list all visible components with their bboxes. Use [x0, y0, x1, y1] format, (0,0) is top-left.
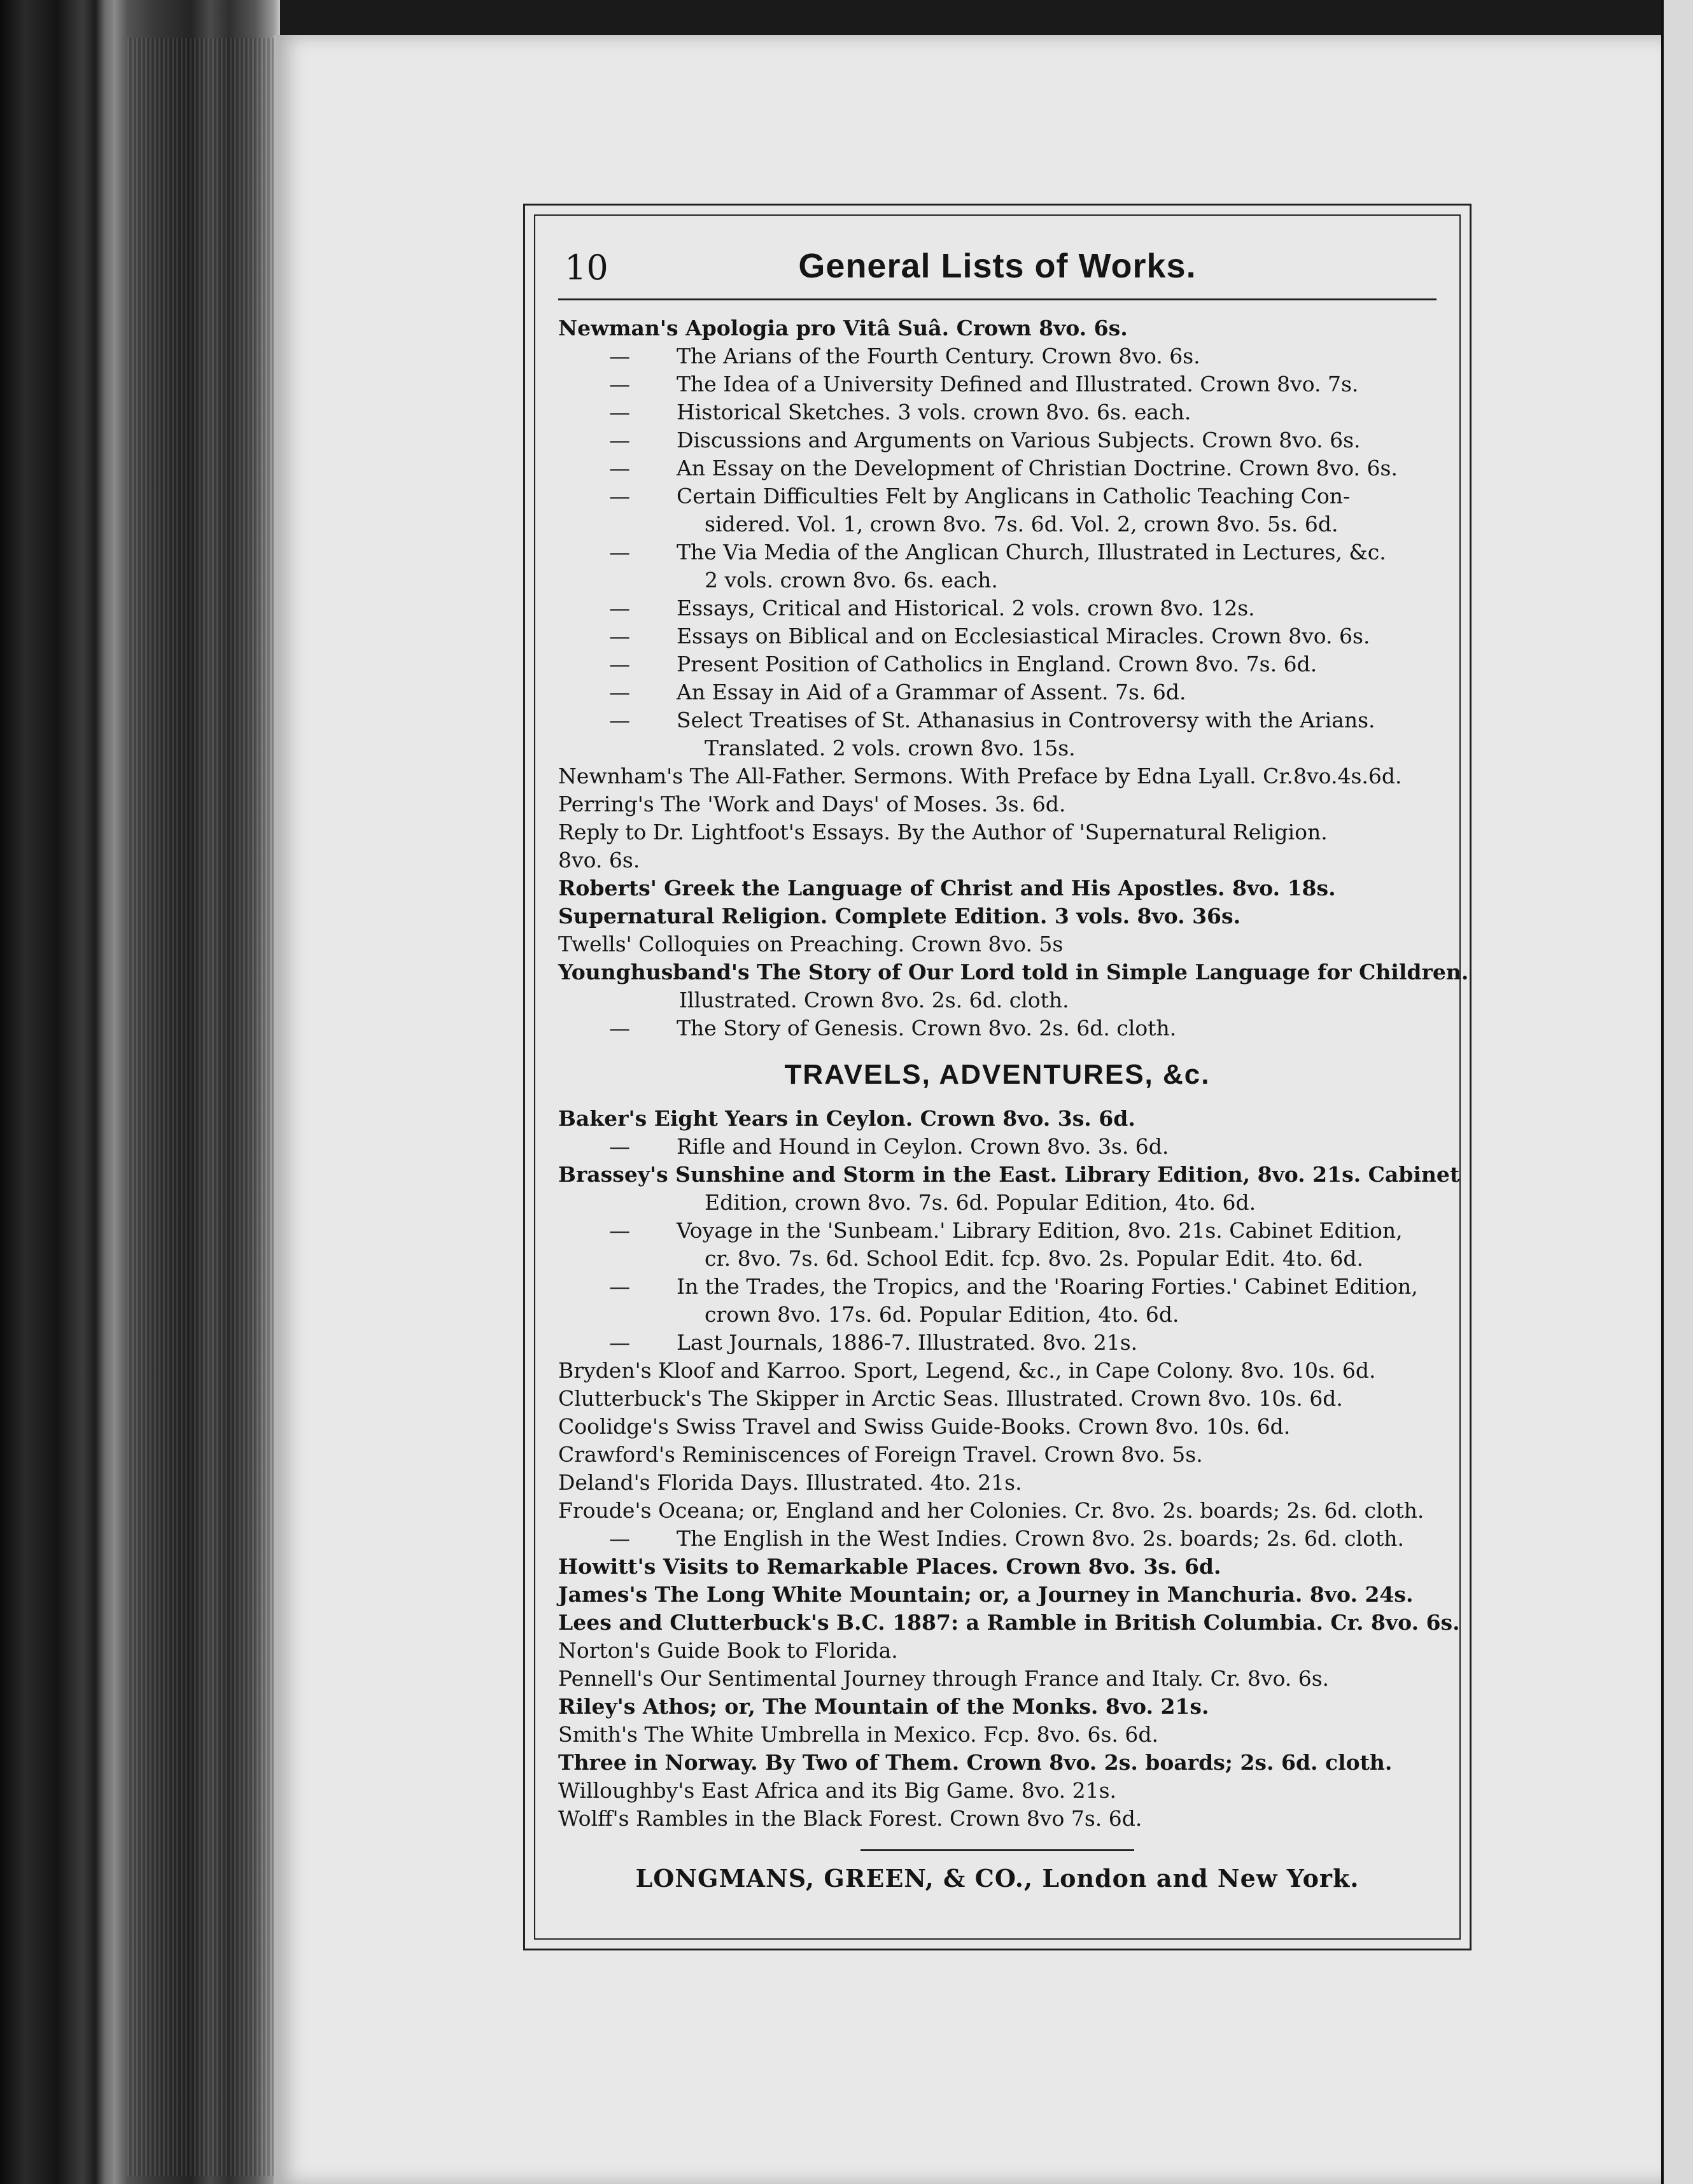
catalog-entry-text: The Arians of the Fourth Century. Crown 8vo. 6s.: [677, 344, 1200, 368]
catalog-entry-text: Lees and Clutterbuck's B.C. 1887: a Ramble in British Columbia. Cr. 8vo. 6s.: [558, 1610, 1460, 1635]
catalog-entry-text: Discussions and Arguments on Various Subjects. Crown 8vo. 6s.: [677, 428, 1361, 452]
catalog-entry-text: Reply to Dr. Lightfoot's Essays. By the Author of 'Supernatural Religion.: [558, 820, 1328, 844]
catalog-entry-text: Roberts' Greek the Language of Christ and His Apostles. 8vo. 18s.: [558, 876, 1336, 900]
catalog-frame: [523, 204, 1472, 1950]
catalog-entry: [558, 1665, 1437, 1693]
catalog-entry-text: Supernatural Religion. Complete Edition. 3 vols. 8vo. 36s.: [558, 904, 1241, 928]
page-title: General Lists of Works.: [798, 247, 1197, 285]
catalog-entry: [558, 1581, 1437, 1609]
catalog-entry: [558, 1721, 1437, 1749]
ditto-dash: [609, 1273, 647, 1301]
facing-page-edge: [1661, 0, 1693, 2184]
catalog-entry: [558, 482, 1437, 510]
ditto-dash: [609, 650, 647, 678]
catalog-entry: [558, 1189, 1437, 1217]
ditto-dash: [609, 1525, 647, 1553]
catalog-entry: [558, 1245, 1437, 1273]
ditto-dash: [609, 538, 647, 566]
publisher-footer: LONGMANS, GREEN, & CO., London and New York.: [635, 1864, 1359, 1893]
catalog-entry-text: Crawford's Reminiscences of Foreign Travel. Crown 8vo. 5s.: [558, 1442, 1203, 1467]
section-heading-travels: TRAVELS, ADVENTURES, &c.: [784, 1059, 1211, 1090]
catalog-entry-text: In the Trades, the Tropics, and the 'Roaring Forties.' Cabinet Edition,: [677, 1274, 1418, 1299]
catalog-entry: [558, 874, 1437, 902]
catalog-entry: [558, 1749, 1437, 1777]
catalog-entry-text: Edition, crown 8vo. 7s. 6d. Popular Edition, 4to. 6d.: [705, 1190, 1256, 1215]
catalog-entry-text: Three in Norway. By Two of Them. Crown 8vo. 2s. boards; 2s. 6d. cloth.: [558, 1750, 1393, 1775]
catalog-entry-text: Younghusband's The Story of Our Lord told in Simple Language for Children.: [558, 960, 1469, 984]
ditto-dash: [609, 398, 647, 426]
catalog-entry: [558, 1014, 1437, 1042]
catalog-entry-text: crown 8vo. 17s. 6d. Popular Edition, 4to. 6d.: [705, 1302, 1179, 1327]
catalog-entry-text: Baker's Eight Years in Ceylon. Crown 8vo. 3s. 6d.: [558, 1106, 1135, 1131]
catalog-entry: [558, 1637, 1437, 1665]
catalog-entry-text: Bryden's Kloof and Karroo. Sport, Legend, &c., in Cape Colony. 8vo. 10s. 6d.: [558, 1358, 1376, 1383]
catalog-entry: [558, 930, 1437, 958]
catalog-entry-text: Deland's Florida Days. Illustrated. 4to. 21s.: [558, 1470, 1022, 1495]
catalog-entry: [558, 706, 1437, 734]
ditto-dash: [609, 342, 647, 370]
catalog-entry-text: Newman's Apologia pro Vitâ Suâ. Crown 8vo. 6s.: [558, 316, 1128, 340]
catalog-entry: [558, 510, 1437, 538]
catalog-entry: [558, 1497, 1437, 1525]
catalog-entry: [558, 1693, 1437, 1721]
works-list: [558, 314, 1469, 1042]
catalog-entry-text: The Via Media of the Anglican Church, Illustrated in Lectures, &c.: [677, 540, 1386, 564]
catalog-entry: [558, 1777, 1437, 1805]
catalog-entry: [558, 1105, 1437, 1133]
catalog-entry: [558, 1413, 1437, 1441]
catalog-entry: [558, 454, 1437, 482]
catalog-entry-text: Perring's The 'Work and Days' of Moses. 3s. 6d.: [558, 792, 1066, 816]
catalog-entry-text: 8vo. 6s.: [558, 848, 640, 872]
catalog-entry: [558, 370, 1437, 398]
ditto-dash: [609, 1014, 647, 1042]
catalog-entry-text: Riley's Athos; or, The Mountain of the Monks. 8vo. 21s.: [558, 1694, 1209, 1719]
catalog-entry: [558, 1609, 1460, 1637]
catalog-entry-text: Voyage in the 'Sunbeam.' Library Edition, 8vo. 21s. Cabinet Edition,: [677, 1218, 1403, 1243]
catalog-entry-text: Howitt's Visits to Remarkable Places. Crown 8vo. 3s. 6d.: [558, 1554, 1221, 1579]
catalog-entry: [558, 1161, 1460, 1189]
ditto-dash: [609, 482, 647, 510]
catalog-entry: [558, 1301, 1437, 1329]
catalog-entry-text: An Essay on the Development of Christian Doctrine. Crown 8vo. 6s.: [677, 456, 1398, 480]
catalog-entry: [558, 958, 1469, 986]
catalog-entry: [558, 342, 1437, 370]
catalog-entry: [558, 734, 1437, 762]
catalog-entry-text: Certain Difficulties Felt by Anglicans in Catholic Teaching Con-: [677, 484, 1351, 508]
catalog-entry: [558, 678, 1437, 706]
catalog-entry-text: Illustrated. Crown 8vo. 2s. 6d. cloth.: [679, 988, 1069, 1012]
catalog-entry-text: cr. 8vo. 7s. 6d. School Edit. fcp. 8vo. 2s. Popular Edit. 4to. 6d.: [705, 1246, 1364, 1271]
catalog-entry: [558, 622, 1437, 650]
catalog-entry: [558, 1553, 1437, 1581]
catalog-entry-text: Rifle and Hound in Ceylon. Crown 8vo. 3s. 6d.: [677, 1134, 1169, 1159]
catalog-entry: [558, 1805, 1437, 1833]
page-header: [558, 241, 1437, 300]
catalog-entry-text: Translated. 2 vols. crown 8vo. 15s.: [705, 736, 1076, 760]
catalog-entry-text: Newnham's The All-Father. Sermons. With Preface by Edna Lyall. Cr.8vo.4s.6d.: [558, 764, 1402, 788]
catalog-entry: [558, 1525, 1437, 1553]
catalog-entry: [558, 902, 1437, 930]
catalog-entry: [558, 846, 1437, 874]
catalog-entry: [558, 538, 1437, 566]
catalog-entry-text: Clutterbuck's The Skipper in Arctic Seas. Illustrated. Crown 8vo. 10s. 6d.: [558, 1386, 1343, 1411]
catalog-entry-text: Froude's Oceana; or, England and her Colonies. Cr. 8vo. 2s. boards; 2s. 6d. cloth.: [558, 1498, 1424, 1523]
catalog-entry: [558, 650, 1437, 678]
catalog-entry-text: Historical Sketches. 3 vols. crown 8vo. 6s. each.: [677, 400, 1191, 424]
catalog-entry-text: The English in the West Indies. Crown 8vo. 2s. boards; 2s. 6d. cloth.: [677, 1526, 1404, 1551]
catalog-entry: [558, 1133, 1437, 1161]
catalog-entry-text: An Essay in Aid of a Grammar of Assent. 7s. 6d.: [677, 680, 1186, 704]
catalog-entry: [558, 314, 1437, 342]
catalog-entry-text: sidered. Vol. 1, crown 8vo. 7s. 6d. Vol. 2, crown 8vo. 5s. 6d.: [705, 512, 1338, 536]
page-number: 10: [565, 248, 608, 288]
ditto-dash: [609, 678, 647, 706]
catalog-entry-text: Present Position of Catholics in England. Crown 8vo. 7s. 6d.: [677, 652, 1317, 676]
travels-list: [558, 1105, 1460, 1833]
catalog-entry: [558, 1441, 1437, 1469]
catalog-entry-text: Essays, Critical and Historical. 2 vols. crown 8vo. 12s.: [677, 596, 1255, 620]
footer-rule: [861, 1849, 1134, 1851]
catalog-entry: [558, 594, 1437, 622]
ditto-dash: [609, 1329, 647, 1357]
ditto-dash: [609, 622, 647, 650]
catalog-entry: [558, 398, 1437, 426]
catalog-entry-text: Coolidge's Swiss Travel and Swiss Guide-Books. Crown 8vo. 10s. 6d.: [558, 1414, 1291, 1439]
ditto-dash: [609, 1217, 647, 1245]
catalog-inner-frame: [534, 214, 1469, 1940]
catalog-entry-text: Wolff's Rambles in the Black Forest. Crown 8vo 7s. 6d.: [558, 1806, 1142, 1831]
catalog-entry-text: The Idea of a University Defined and Illustrated. Crown 8vo. 7s.: [677, 372, 1359, 396]
catalog-entry-text: Pennell's Our Sentimental Journey through France and Italy. Cr. 8vo. 6s.: [558, 1666, 1330, 1691]
ditto-dash: [609, 706, 647, 734]
catalog-entry-text: Norton's Guide Book to Florida.: [558, 1638, 898, 1663]
catalog-entry: [558, 1273, 1437, 1301]
catalog-entry: [558, 762, 1437, 790]
ditto-dash: [609, 1133, 647, 1161]
catalog-entry-text: The Story of Genesis. Crown 8vo. 2s. 6d. cloth.: [677, 1016, 1177, 1040]
catalog-entry: [558, 566, 1437, 594]
catalog-entry-text: Essays on Biblical and on Ecclesiastical Miracles. Crown 8vo. 6s.: [677, 624, 1370, 648]
catalog-entry: [558, 1217, 1437, 1245]
catalog-entry-text: James's The Long White Mountain; or, a Journey in Manchuria. 8vo. 24s.: [558, 1582, 1414, 1607]
catalog-entry-text: Select Treatises of St. Athanasius in Controversy with the Arians.: [677, 708, 1375, 732]
ditto-dash: [609, 594, 647, 622]
catalog-entry: [558, 986, 1437, 1014]
catalog-entry-text: 2 vols. crown 8vo. 6s. each.: [705, 568, 998, 592]
ditto-dash: [609, 426, 647, 454]
catalog-entry: [558, 1329, 1437, 1357]
catalog-entry-text: Last Journals, 1886-7. Illustrated. 8vo. 21s.: [677, 1330, 1138, 1355]
catalog-entry: [558, 1357, 1437, 1385]
catalog-entry: [558, 1385, 1437, 1413]
catalog-entry: [558, 790, 1437, 818]
ditto-dash: [609, 454, 647, 482]
catalog-entry-text: Willoughby's East Africa and its Big Game. 8vo. 21s.: [558, 1778, 1117, 1803]
catalog-entry: [558, 426, 1437, 454]
catalog-entry-text: Brassey's Sunshine and Storm in the East. Library Edition, 8vo. 21s. Cabinet: [558, 1162, 1460, 1187]
catalog-entry-text: Twells' Colloquies on Preaching. Crown 8vo. 5s: [558, 932, 1064, 956]
page-edges: [127, 38, 274, 2176]
catalog-entry: [558, 1469, 1437, 1497]
catalog-entry: [558, 818, 1437, 846]
ditto-dash: [609, 370, 647, 398]
catalog-entry-text: Smith's The White Umbrella in Mexico. Fcp. 8vo. 6s. 6d.: [558, 1722, 1158, 1747]
